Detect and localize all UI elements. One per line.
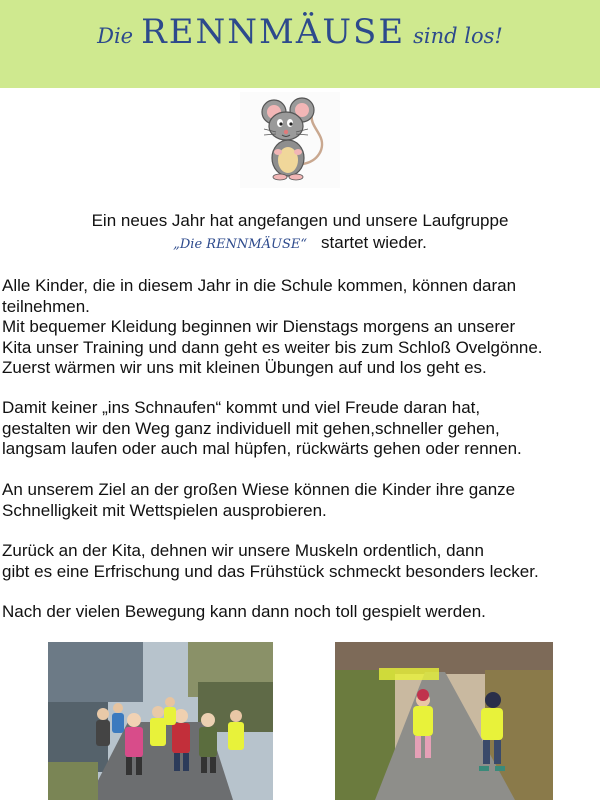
paragraph-line: Mit bequemer Kleidung beginnen wir Dienstags morgens an unserer	[2, 317, 516, 336]
running-photo-icon	[335, 642, 553, 800]
paragraph-5	[2, 602, 600, 623]
intro-line-2-text: startet wieder.	[321, 233, 427, 252]
paragraph-3	[2, 480, 600, 521]
page-title	[0, 12, 600, 52]
title-suffix: sind los!	[413, 24, 503, 48]
paragraph-line: gestalten wir den Weg ganz individuell mit gehen,schneller gehen,	[2, 418, 500, 438]
paragraph-line: Zurück an der Kita, dehnen wir unsere Muskeln ordentlich, dann	[2, 541, 484, 560]
paragraph-line: Kita unser Training und dann geht es weiter bis zum Schloß Ovelgönne.	[2, 337, 543, 357]
intro-line-1: Ein neues Jahr hat angefangen und unsere Laufgruppe	[91, 211, 509, 230]
paragraph-line: Nach der vielen Bewegung kann dann noch toll gespielt werden.	[2, 602, 486, 621]
paragraph-line: An unserem Ziel an der großen Wiese können die Kinder ihre ganze	[2, 480, 516, 499]
paragraph-line: Schnelligkeit mit Wettspielen ausprobieren.	[2, 500, 327, 520]
paragraph-2	[2, 398, 600, 460]
mouse-icon	[240, 92, 340, 188]
header-banner	[0, 0, 600, 88]
paragraph-line: Alle Kinder, die in diesem Jahr in die Schule kommen, können daran	[2, 276, 517, 295]
intro-line-2	[0, 232, 600, 256]
paragraph-line: langsam laufen oder auch mal hüpfen, rückwärts gehen oder rennen.	[2, 439, 522, 458]
group-name: „Die RENNMÄUSE“	[173, 237, 308, 252]
group-photo-icon	[48, 642, 273, 800]
paragraph-4	[2, 541, 600, 582]
paragraph-line: Zuerst wärmen wir uns mit kleinen Übungen auf und los geht es.	[2, 358, 487, 377]
paragraph-line: teilnehmen.	[2, 296, 90, 316]
title-main: RENNMÄUSE	[141, 12, 406, 52]
paragraph-line: gibt es eine Erfrischung und das Frühstück schmeckt besonders lecker.	[2, 561, 539, 581]
paragraph-line: Damit keiner „ins Schnaufen“ kommt und viel Freude daran hat,	[2, 398, 481, 417]
paragraph-1	[2, 276, 600, 379]
title-prefix: Die	[97, 24, 134, 48]
